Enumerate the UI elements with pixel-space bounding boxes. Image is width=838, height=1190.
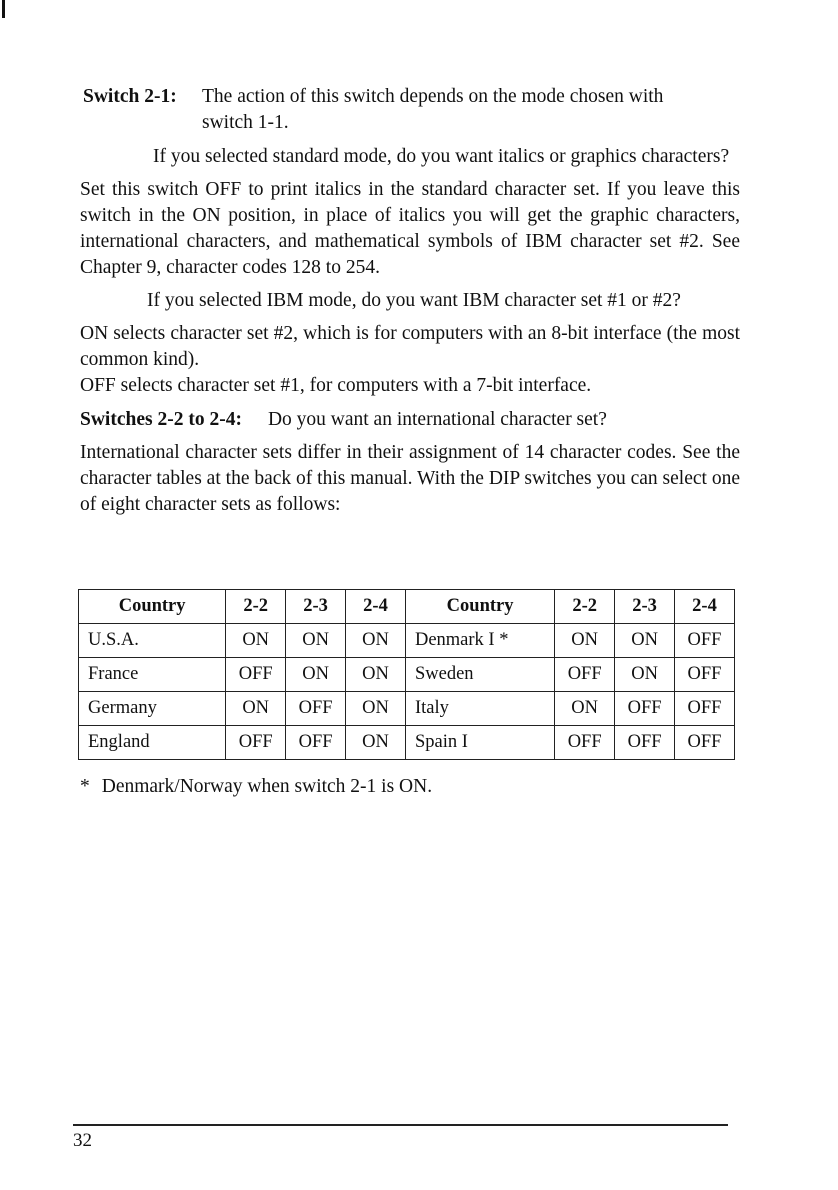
page-edge-mark bbox=[2, 0, 5, 18]
footnote-marker: * bbox=[80, 776, 90, 797]
on-setting-paragraph: ON selects character set #2, which is for computers with an 8-bit interface (the most common kind). bbox=[80, 323, 740, 370]
page-content bbox=[80, 84, 740, 518]
switches-2-2-label: Switches 2-2 to 2-4: bbox=[80, 409, 242, 430]
switch-2-1-line1: The action of this switch depends on the mode chosen with bbox=[202, 86, 664, 107]
switch-2-1-label: Switch 2-1: bbox=[83, 86, 177, 107]
standard-mode-paragraph: Set this switch OFF to print italics in the standard character set. If you leave this switch in the ON position, in place of italics you will get the graphic characters, international characters, and mathematical symbols of IBM character set #2. See Chapter 9, character codes 128 to 254. bbox=[80, 179, 740, 278]
table-cell: ON bbox=[555, 624, 615, 658]
table-cell: OFF bbox=[675, 624, 735, 658]
table-header: 2-4 bbox=[675, 590, 735, 624]
table-row bbox=[79, 624, 735, 658]
table-header: Country bbox=[405, 590, 554, 624]
page-number: 32 bbox=[73, 1130, 92, 1151]
table-row bbox=[79, 658, 735, 692]
table-cell: Spain I bbox=[405, 726, 554, 760]
footnote-text: Denmark/Norway when switch 2-1 is ON. bbox=[101, 776, 433, 797]
table-cell: Denmark I * bbox=[405, 624, 554, 658]
table-cell: OFF bbox=[615, 726, 675, 760]
table-cell: ON bbox=[346, 726, 406, 760]
table-cell: ON bbox=[346, 624, 406, 658]
standard-mode-question: If you selected standard mode, do you want italics or graphics characters? bbox=[153, 146, 730, 167]
switch-2-1-line2: switch 1-1. bbox=[202, 112, 289, 133]
table-cell: OFF bbox=[286, 692, 346, 726]
table-cell: Germany bbox=[79, 692, 226, 726]
table-cell: ON bbox=[226, 692, 286, 726]
table-cell: France bbox=[79, 658, 226, 692]
table-cell: England bbox=[79, 726, 226, 760]
table-cell: OFF bbox=[555, 726, 615, 760]
switches-2-2-heading bbox=[80, 407, 740, 433]
table-cell: OFF bbox=[226, 658, 286, 692]
table-cell: ON bbox=[615, 658, 675, 692]
switch-2-1-heading bbox=[80, 84, 740, 136]
table-cell: ON bbox=[615, 624, 675, 658]
table-row bbox=[79, 692, 735, 726]
table-cell: ON bbox=[226, 624, 286, 658]
table-cell: OFF bbox=[615, 692, 675, 726]
table-cell: ON bbox=[346, 658, 406, 692]
footnote bbox=[80, 776, 432, 798]
table-header: 2-3 bbox=[615, 590, 675, 624]
table-cell: OFF bbox=[286, 726, 346, 760]
table-cell: OFF bbox=[675, 726, 735, 760]
table-header: 2-2 bbox=[226, 590, 286, 624]
table-cell: ON bbox=[286, 658, 346, 692]
ibm-mode-question: If you selected IBM mode, do you want IBM character set #1 or #2? bbox=[147, 290, 681, 311]
table-cell: U.S.A. bbox=[79, 624, 226, 658]
table-cell: OFF bbox=[226, 726, 286, 760]
table-header: 2-3 bbox=[286, 590, 346, 624]
table-header: Country bbox=[79, 590, 226, 624]
table-cell: ON bbox=[286, 624, 346, 658]
table-cell: OFF bbox=[555, 658, 615, 692]
table-cell: ON bbox=[555, 692, 615, 726]
table-cell: Sweden bbox=[405, 658, 554, 692]
table-cell: OFF bbox=[675, 658, 735, 692]
table-header: 2-4 bbox=[346, 590, 406, 624]
footer-rule bbox=[73, 1124, 728, 1126]
table-row bbox=[79, 726, 735, 760]
table-cell: ON bbox=[346, 692, 406, 726]
switches-2-2-question: Do you want an international character set? bbox=[267, 409, 607, 430]
table-cell: OFF bbox=[675, 692, 735, 726]
table-header-row bbox=[79, 590, 735, 624]
international-paragraph: International character sets differ in their assignment of 14 character codes. See the character tables at the back of this manual. With the DIP switches you can select one of eight character sets as follows: bbox=[80, 442, 740, 515]
table-header: 2-2 bbox=[555, 590, 615, 624]
off-setting-paragraph: OFF selects character set #1, for computers with a 7-bit interface. bbox=[80, 375, 592, 396]
table-cell: Italy bbox=[405, 692, 554, 726]
character-set-table bbox=[78, 589, 735, 760]
